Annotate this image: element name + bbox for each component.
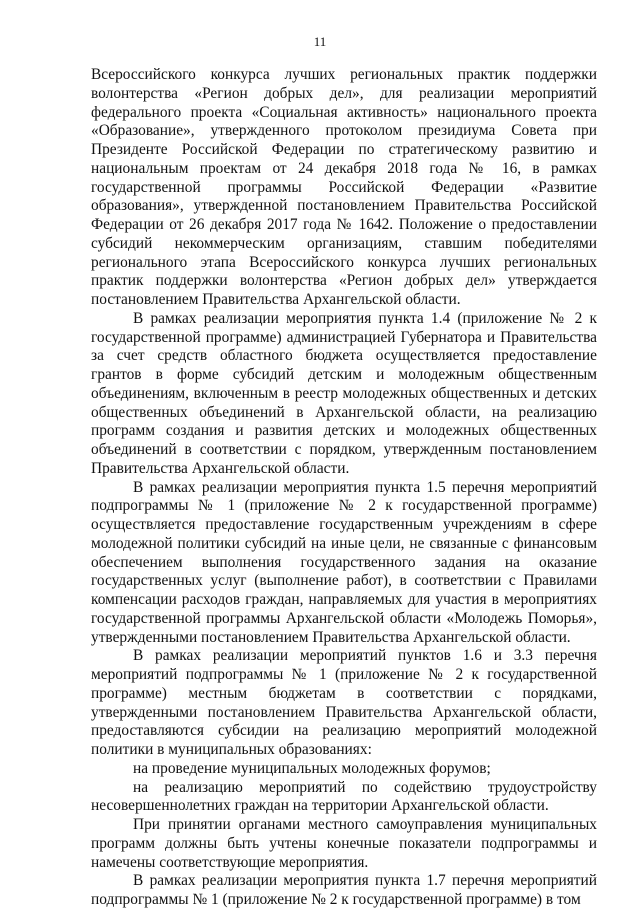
paragraph: В рамках реализации мероприятия пункта 1.7 перечня мероприятий подпрограммы № 1 (приложение № 2 к государственной программе) в том bbox=[91, 872, 597, 908]
paragraph: Всероссийского конкурса лучших региональных практик поддержки волонтерства «Регион добрых дел», для реализации мероприятий федерального проекта «Социальная активность» национального проекта «Образование», утвержденного протоколом президиума Совета при Президенте Российской Федерации по стратегическому развитию и национальным проектам от 24 декабря 2018 года № 16, в рамках государственной программы Российской Федерации «Развитие образования», утвержденной постановлением Правительства Российской Федерации от 26 декабря 2017 года № 1642. Положение о предоставлении субсидий некоммерческим организациям, ставшим победителями регионального этапа Всероссийского конкурса лучших региональных практик поддержки волонтерства «Регион добрых дел» утверждается постановлением Правительства Архангельской области. bbox=[91, 66, 597, 308]
paragraph: на проведение муниципальных молодежных форумов; bbox=[133, 759, 491, 777]
paragraph: В рамках реализации мероприятий пунктов 1.6 и 3.3 перечня мероприятий подпрограммы № 1 (приложение № 2 к государственной программе) местным бюджетам в соответствии с порядками, утвержденными постановлением Правительства Архангельской области, предоставляются субсидии на реализацию мероприятий молодежной политики в муниципальных образованиях: bbox=[91, 647, 597, 758]
document-body bbox=[91, 66, 597, 910]
paragraph: В рамках реализации мероприятия пункта 1.4 (приложение № 2 к государственной программе) администрацией Губернатора и Правительства за счет средств областного бюджета осуществляется предоставление грантов в форме субсидий детским и молодежным общественным объединениям, включенным в реестр молодежных общественных и детских общественных объединений в Архангельской области, на реализацию программ создания и развития детских и молодежных общественных объединений в соответствии с порядком, утвержденным постановлением Правительства Архангельской области. bbox=[91, 309, 597, 477]
paragraph: При принятии органами местного самоуправления муниципальных программ должны быть учтены конечные показатели подпрограммы и намечены соответствующие мероприятия. bbox=[91, 816, 597, 871]
page-number: 11 bbox=[313, 34, 327, 49]
paragraph: В рамках реализации мероприятия пункта 1.5 перечня мероприятий подпрограммы № 1 (приложение № 2 к государственной программе) осуществляется предоставление государственным учреждениям в сфере молодежной политики субсидий на иные цели, не связанные с финансовым обеспечением выполнения государственного задания на оказание государственных услуг (выполнение работ), в соответствии с Правилами компенсации расходов граждан, направляемых для участия в мероприятиях государственной программы Архангельской области «Молодежь Поморья», утвержденными постановлением Правительства Архангельской области. bbox=[91, 478, 597, 646]
paragraph: на реализацию мероприятий по содействию трудоустройству несовершеннолетних граждан на территории Архангельской области. bbox=[91, 778, 597, 815]
